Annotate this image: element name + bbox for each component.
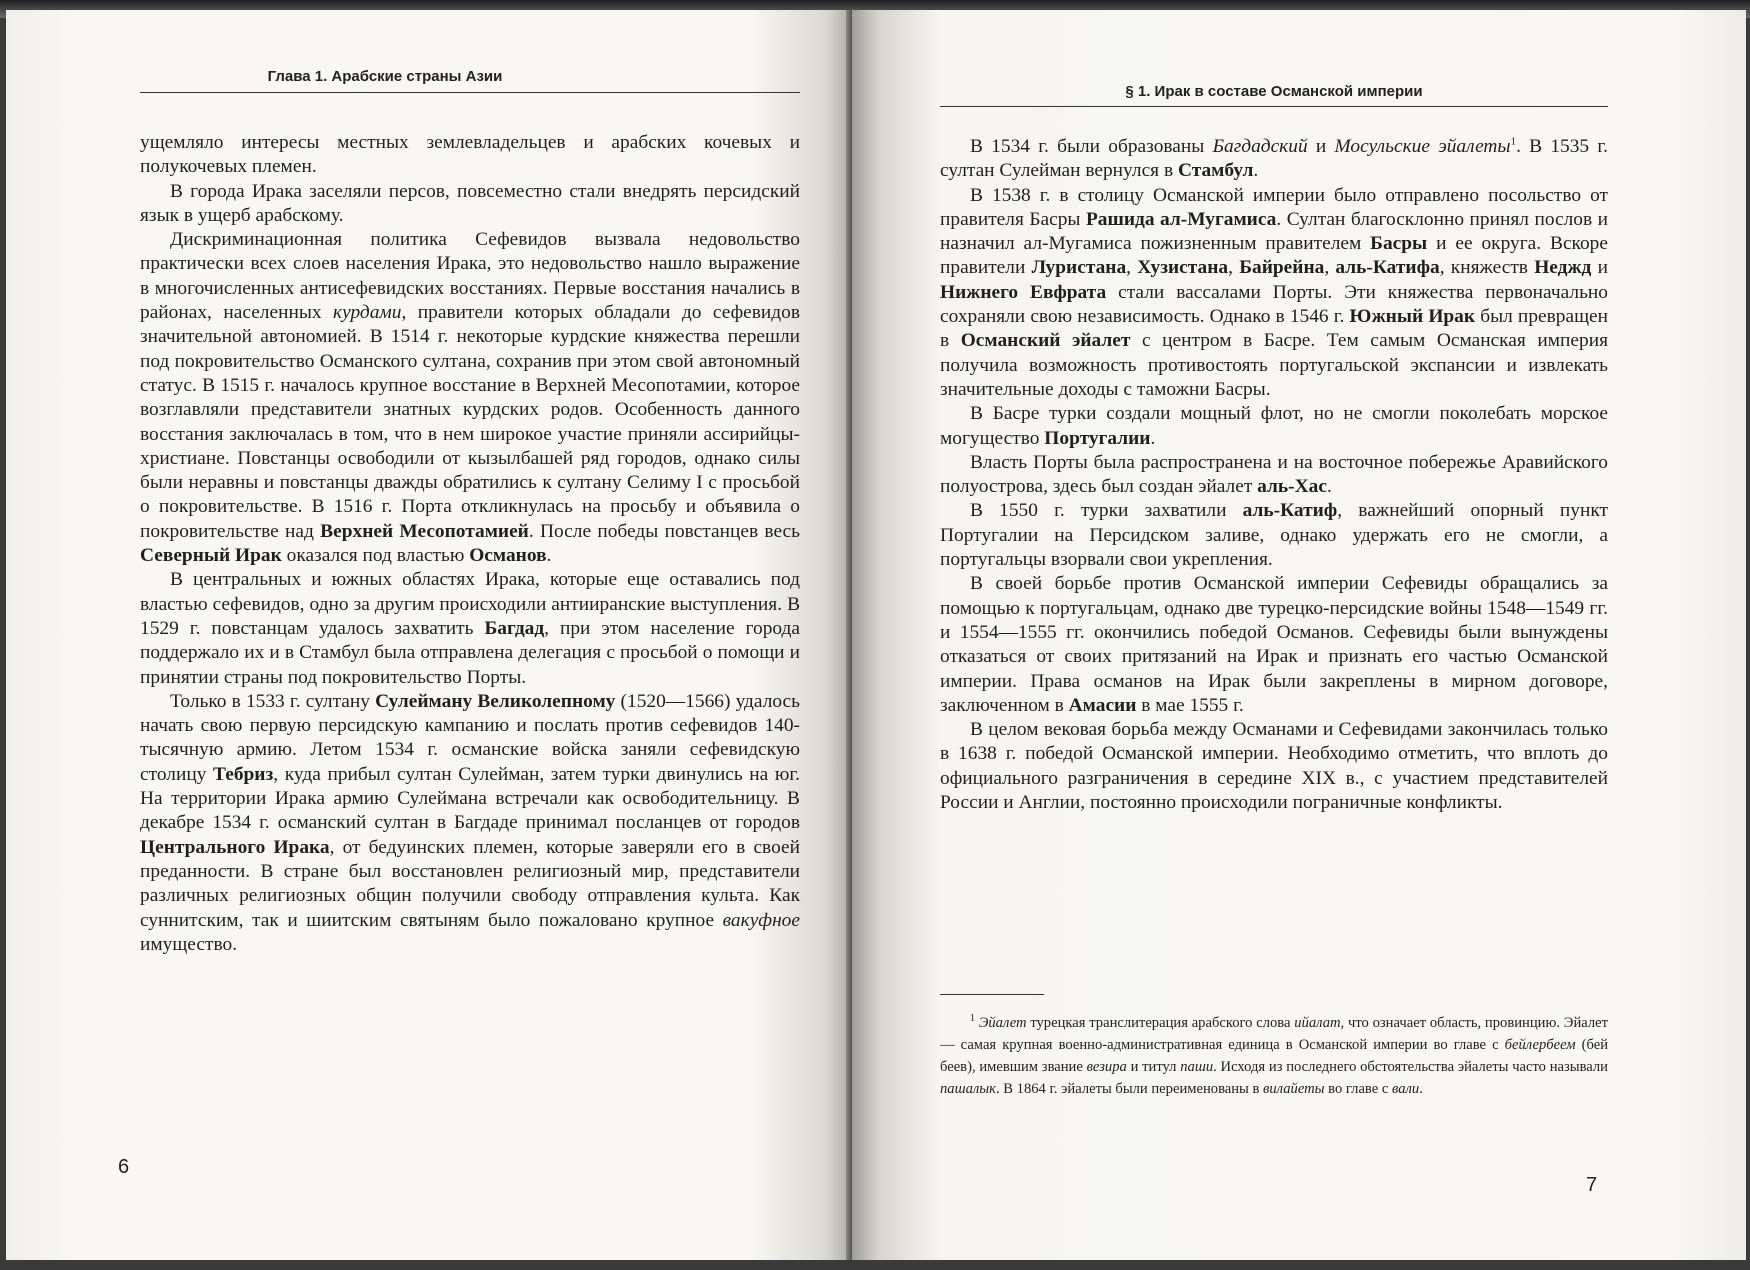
page-number-left: 6	[118, 1156, 130, 1178]
text-run: , куда прибыл султан Сулейман, затем турки двинулись на юг. На территории Ирака армию Сулеймана встречали как освободительницу. В декабре 1534 г. османский султан в Багдаде принимал посланцев от городов	[140, 763, 800, 834]
bold-term: Нижнего Евфрата	[940, 281, 1107, 303]
italic-term: Багдадский	[1212, 136, 1308, 157]
text-run: и титул	[1126, 1059, 1181, 1075]
text-run: и	[1307, 136, 1335, 157]
bold-term: Луристана	[1031, 257, 1127, 279]
text-run: . Исходя из последнего обстоятельства эйалеты часто называли	[1213, 1059, 1608, 1075]
footnote	[940, 1012, 1608, 1100]
italic-term: вакуфное	[722, 909, 800, 931]
text-run: оказался под властью	[281, 545, 470, 567]
bold-term: Амасии	[1068, 694, 1137, 716]
text-run: , княжеств	[1439, 257, 1535, 279]
text-run: Только в 1533 г. султану	[170, 690, 376, 712]
bold-term: аль-Катиф	[1242, 500, 1338, 522]
bold-term: Тебриз	[213, 763, 274, 785]
text-run: , важнейший опорный пункт Португалии на Персидском заливе, однако удержать его не смогли, а португальцы взорвали свои укрепления.	[940, 500, 1608, 571]
text-run: ,	[1324, 257, 1336, 279]
italic-term: ийалат	[1294, 1015, 1341, 1031]
paragraph	[140, 690, 800, 957]
text-run: ,	[1228, 257, 1240, 279]
text-run: . В 1535 г. султан Сулейман вернулся в	[940, 136, 1608, 182]
bold-term: Рашида ал-Мугамиса	[1085, 208, 1277, 230]
text-run: В 1534 г. были образованы	[970, 136, 1213, 157]
text-run: , при этом население города поддержало их и в Стамбул была отправлена делегация с просьбой о помощи и принятии страны под покровительство Порты.	[140, 617, 800, 688]
bold-term: Центрального Ирака	[140, 836, 330, 858]
bold-term: Северный Ирак	[140, 545, 282, 567]
text-run: в мае 1555 г.	[1136, 694, 1244, 716]
running-head-right: § 1. Ирак в составе Османской империи	[1125, 83, 1423, 100]
text-run: В 1538 г. в столицу Османской империи было отправлено посольство от правителя Басры	[940, 184, 1608, 230]
bold-term: Неджд	[1534, 257, 1592, 279]
bold-term: Басры	[1370, 233, 1428, 255]
paragraph	[140, 131, 800, 180]
italic-term: везира	[1086, 1059, 1127, 1075]
paragraph	[940, 402, 1608, 451]
text-run: .	[1326, 476, 1332, 498]
bold-term: Османский эйалет	[960, 330, 1131, 352]
text-run: .	[1150, 427, 1156, 449]
bold-term: Багдад	[484, 617, 545, 639]
text-run: В города Ирака заселяли персов, повсеместно стали внедрять персидский язык в ущерб арабскому.	[140, 180, 800, 226]
bold-term: Османов	[469, 545, 547, 567]
paragraph	[940, 184, 1608, 403]
text-run: и	[1591, 257, 1608, 279]
bold-term: аль-Хас	[1257, 476, 1327, 498]
text-run: . Султан благосклонно принял послов и назначил ал-Мугамиса пожизненным правителем	[940, 208, 1608, 255]
text-run: В центральных и южных областях Ирака, которые еще оставались под властью сефевидов, одно за другим происходили антииранские выступления. В 1529 г. повстанцам удалось захватить	[140, 569, 800, 639]
text-run: был превращен в	[940, 306, 1608, 352]
paragraph	[140, 228, 800, 568]
bold-term: Байрейна	[1239, 257, 1325, 279]
text-run: .	[1253, 160, 1259, 182]
paragraph	[140, 180, 800, 229]
italic-term: Мосульские эйалеты	[1334, 136, 1511, 157]
italic-term: паши	[1180, 1059, 1214, 1075]
text-run: ,	[1126, 257, 1138, 279]
text-run: во главе с	[1324, 1081, 1392, 1097]
text-run: (бей беев), имевшим звание	[940, 1037, 1609, 1075]
header-rule-left	[140, 92, 800, 93]
paragraph	[940, 451, 1608, 500]
italic-term: вилайеты	[1263, 1081, 1325, 1097]
text-run: имущество.	[140, 933, 238, 955]
running-head-left: Глава 1. Арабские страны Азии	[267, 68, 503, 85]
paragraph	[140, 568, 800, 689]
text-run: В Басре турки создали мощный флот, но не смогли поколебать морское могущество	[940, 403, 1608, 449]
bold-term: Верхней Месопотамией	[320, 520, 529, 542]
text-run: , что означает область, провинцию. Эйалет — самая крупная военно-административная единица в Османской империи во главе с	[940, 1015, 1608, 1053]
left-page	[6, 10, 852, 1260]
paragraph	[940, 135, 1608, 184]
text-run: с центром в Басре. Тем самым Османская империя получила возможность противостоять португальской экспансии и извлекать значительные доходы с таможни Басры.	[940, 330, 1608, 400]
text-run: стали вассалами Порты. Эти княжества первоначально сохраняли свою независимость. Однако в 1546 г.	[940, 281, 1608, 328]
left-page-text	[140, 131, 800, 957]
text-run: . После победы повстанцев весь	[528, 520, 800, 542]
text-run: .	[546, 545, 552, 567]
text-run: В целом вековая борьба между Османами и Сефевидами закончилась только в 1638 г. победой Османской империи. Необходимо отметить, что вплоть до официального разграничения в середине XIX в., с участием представителей России и Англии, постоянно происходили пограничные конфликты.	[940, 719, 1608, 814]
page-number-right: 7	[1586, 1174, 1598, 1196]
text-run: (1520—1566) удалось начать свою первую персидскую кампанию и послать против сефевидов 140-тысячную армию. Летом 1534 г. османские войска заняли сефевидскую столицу	[140, 690, 801, 785]
right-page-text	[940, 135, 1608, 815]
italic-term: пашалык	[940, 1081, 996, 1097]
footnote-marker: 1	[1510, 135, 1517, 148]
text-run: , от бедуинских племен, которые заверяли его в своей преданности. В стране был восстановлен религиозный мир, представители различных религиозных общин получили свободу отправления культа. Как суннитским, так и шиитским святыням было пожаловано крупное	[140, 836, 800, 931]
text-run: , правители которых обладали до сефевидов значительной автономией. В 1514 г. некоторые курдские княжества перешли под покровительство Османского султана, сохранив при этом свой автономный статус. В 1515 г. началось крупное восстание в Верхней Месопотамии, которое возглавляли представители знатных курдских родов. Особенность данного восстания заключалась в том, что в нем широкое участие приняли ассирийцы-христиане. Повстанцы освободили от кызылбашей ряд городов, однако силы были неравны и повстанцы дважды обратились к султану Селиму I с просьбой о покровительстве. В 1516 г. Порта откликнулась на просьбу и объявила о покровительстве над	[140, 302, 800, 542]
paragraph	[940, 718, 1608, 815]
text-run: . В 1864 г. эйалеты были переименованы в	[995, 1081, 1264, 1097]
footnote-marker: 1	[970, 1013, 975, 1025]
text-run: ущемляло интересы местных землевладельцев и арабских кочевых и полукочевых племен.	[140, 132, 800, 178]
header-rule-right	[940, 106, 1608, 107]
bold-term: аль-Катифа	[1335, 257, 1440, 279]
italic-term: вали	[1391, 1081, 1420, 1097]
footnote-rule	[940, 994, 1044, 995]
bold-term: Хузистана	[1137, 257, 1229, 279]
text-run: Власть Порты была распространена и на восточное побережье Аравийского полуострова, здесь был создан эйалет	[940, 451, 1608, 498]
text-run: турецкая транслитерация арабского слова	[1026, 1015, 1295, 1031]
paragraph	[940, 499, 1608, 572]
text-run: .	[1419, 1081, 1423, 1097]
italic-term: Эйалет	[978, 1015, 1027, 1031]
bold-term: Португалии	[1044, 427, 1151, 449]
paragraph	[940, 572, 1608, 718]
text-run: Дискриминационная политика Сефевидов вызвала недовольство практически всех слоев населения Ирака, это недовольство нашло выражение в многочисленных антисефевидских восстаниях. Первые восстания начались в районах, населенных	[140, 229, 800, 324]
italic-term: бейлербеем	[1504, 1037, 1576, 1053]
right-page	[852, 10, 1746, 1260]
text-run: В 1550 г. турки захватили	[970, 500, 1243, 522]
text-run: и ее округа. Вскоре правители	[940, 233, 1608, 279]
bold-term: Сулейману Великолепному	[375, 690, 616, 712]
bold-term: Стамбул	[1177, 160, 1254, 182]
italic-term: курдами	[333, 302, 402, 324]
bold-term: Южный Ирак	[1349, 306, 1476, 328]
text-run: В своей борьбе против Османской империи Сефевиды обращались за помощью к португальцам, однако две турецко-персидские войны 1548—1549 гг. и 1554—1555 гг. окончились победой Османов. Сефевиды были вынуждены отказаться от своих притязаний на Ирак и признать его частью Османской империи. Права османов на Ирак были закреплены в мирном договоре, заключенном в	[940, 573, 1608, 716]
